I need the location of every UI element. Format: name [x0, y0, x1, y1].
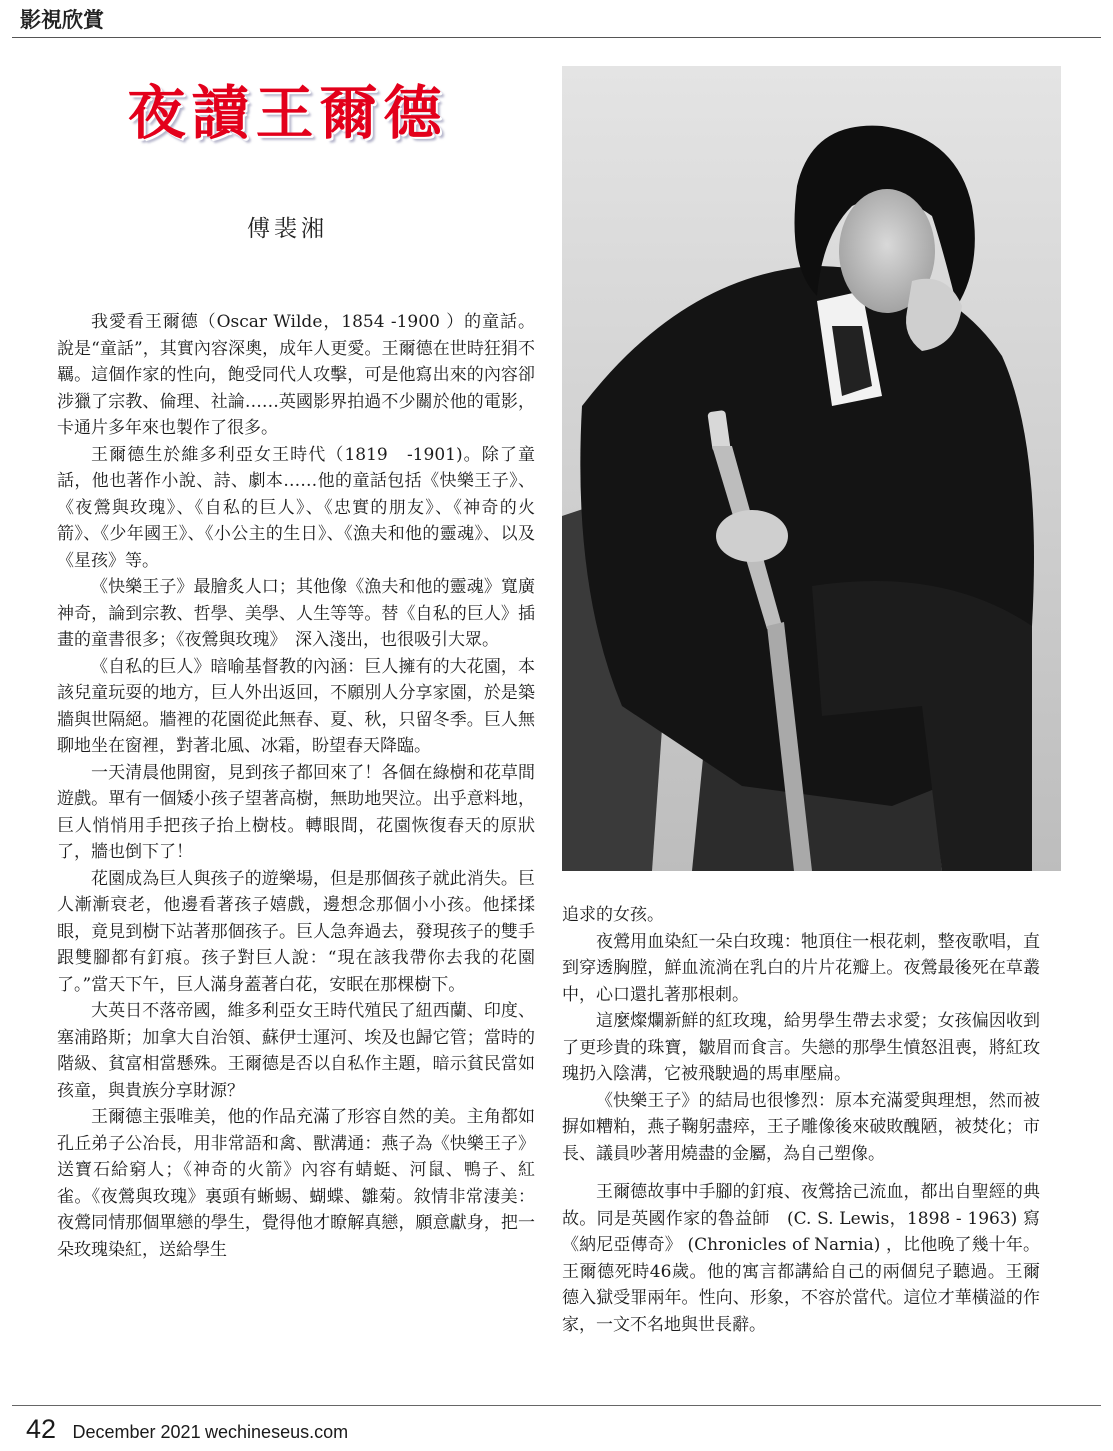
paragraph: 王爾德故事中手腳的釘痕、夜鶯捨己流血，都出自聖經的典故。同是英國作家的魯益師 (C. S. Lewis，1898 - 1963) 寫《納尼亞傳奇》 (Chronicles of Narnia) ，比他晚了幾十年。王爾德死時46歲。他的寓言都講給自己的兩個兒子聽過。王爾德入獄受罪兩年。性向、形象，不容於當代。這位才華橫溢的作家，一文不名地與世長辭。 [562, 1182, 1040, 1335]
article-body-left [57, 309, 535, 1263]
paragraph: 大英日不落帝國，維多利亞女王時代殖民了紐西蘭、印度、塞浦路斯；加拿大自治領、蘇伊士運河、埃及也歸它管；當時的階級、貧富相當懸殊。王爾德是否以自私作主題，暗示貧民當如孩童，與貴族分享財源？ [57, 1001, 535, 1101]
article-title: 夜讀王爾德 [127, 79, 448, 147]
article-body-right [562, 902, 1040, 1338]
website: wechineseus.com [205, 1422, 349, 1442]
paragraph: 花園成為巨人與孩子的遊樂場，但是那個孩子就此消失。巨人漸漸衰老，他邊看著孩子嬉戲，邊想念那個小小孩。他揉揉眼，竟見到樹下站著那個孩子。巨人急奔過去，發現孩子的雙手跟雙腳都有釘痕。孩子對巨人說：“現在該我帶你去我的花園了。”當天下午，巨人滿身蓋著白花，安眠在那棵樹下。 [57, 868, 535, 995]
paragraph: 這麼燦爛新鮮的紅玫瑰，給男學生帶去求愛；女孩偏因收到了更珍貴的珠寶，皺眉而食言。失戀的那學生憤怒沮喪，將紅玫瑰扔入陰溝，它被飛駛過的馬車壓扁。 [562, 1011, 1040, 1084]
footer-rule [12, 1405, 1101, 1406]
paragraph: 我愛看王爾德（Oscar Wilde，1854 -1900 ）的童話。說是“童話”，其實內容深奧，成年人更愛。王爾德在世時狂狷不羈。這個作家的性向，飽受同代人攻擊，可是他寫出來的內容卻涉獵了宗教、倫理、社論……英國影界拍過不少關於他的電影，卡通片多年來也製作了很多。 [57, 312, 535, 438]
paragraph: 追求的女孩。 [562, 905, 664, 925]
author-portrait-photo [562, 66, 1061, 871]
page-number: 42 [26, 1414, 57, 1444]
page-footer [26, 1414, 348, 1445]
paragraph: 《自私的巨人》暗喻基督教的內涵：巨人擁有的大花園，本該兒童玩耍的地方，巨人外出返回，不願別人分享家園，於是築牆與世隔絕。牆裡的花園從此無春、夏、秋，只留冬季。巨人無聊地坐在窗裡，對著北風、冰霜，盼望春天降臨。 [57, 656, 535, 756]
section-label: 影視欣賞 [20, 7, 104, 32]
paragraph: 《快樂王子》的結局也很慘烈：原本充滿愛與理想，然而被摒如糟粕，燕子鞠躬盡瘁，王子雕像後來破敗醜陋，被焚化；市長、議員吵著用燒盡的金屬，為自己塑像。 [562, 1090, 1040, 1164]
paragraph: 夜鶯用血染紅一朵白玫瑰：牠頂住一根花刺，整夜歌唱，直到穿透胸膛，鮮血流淌在乳白的片片花瓣上。夜鶯最後死在草叢中，心口還扎著那根刺。 [562, 931, 1040, 1005]
paragraph: 王爾德生於維多利亞女王時代（1819 -1901)。除了童話，他也著作小說、詩、劇本……他的童話包括《快樂王子》、《夜鶯與玫瑰》、《自私的巨人》、《忠實的朋友》、《神奇的火箭》、《少年國王》、《小公主的生日》、《漁夫和他的靈魂》、以及《星孩》等。 [57, 444, 535, 571]
paragraph: 一天清晨他開窗，見到孩子都回來了！各個在綠樹和花草間遊戲。單有一個矮小孩子望著高樹，無助地哭泣。出乎意料地，巨人悄悄用手把孩子抬上樹枝。轉眼間，花園恢復春天的原狀了，牆也倒下了！ [57, 762, 535, 862]
paragraph: 《快樂王子》最膾炙人口；其他像《漁夫和他的靈魂》寬廣神奇，論到宗教、哲學、美學、人生等等。替《自私的巨人》插畫的童書很多；《夜鶯與玫瑰》 深入淺出，也很吸引大眾。 [57, 577, 535, 650]
issue-date: December 2021 [72, 1422, 201, 1442]
article-author: 傅裴湘 [247, 216, 328, 242]
paragraph: 王爾德主張唯美，他的作品充滿了形容自然的美。主角都如孔丘弟子公冶長，用非常語和禽、獸溝通：燕子為《快樂王子》送寶石給窮人；《神奇的火箭》內容有蜻蜓、河鼠、鴨子、紅雀。《夜鶯與玫瑰》裏頭有蜥蜴、蝴蝶、雛菊。敘情非常淒美：夜鶯同情那個單戀的學生，覺得他才瞭解真戀，願意獻身，把一朵玫瑰染紅，送給學生 [57, 1107, 535, 1260]
header-rule [12, 37, 1101, 38]
portrait-illustration [562, 66, 1061, 871]
